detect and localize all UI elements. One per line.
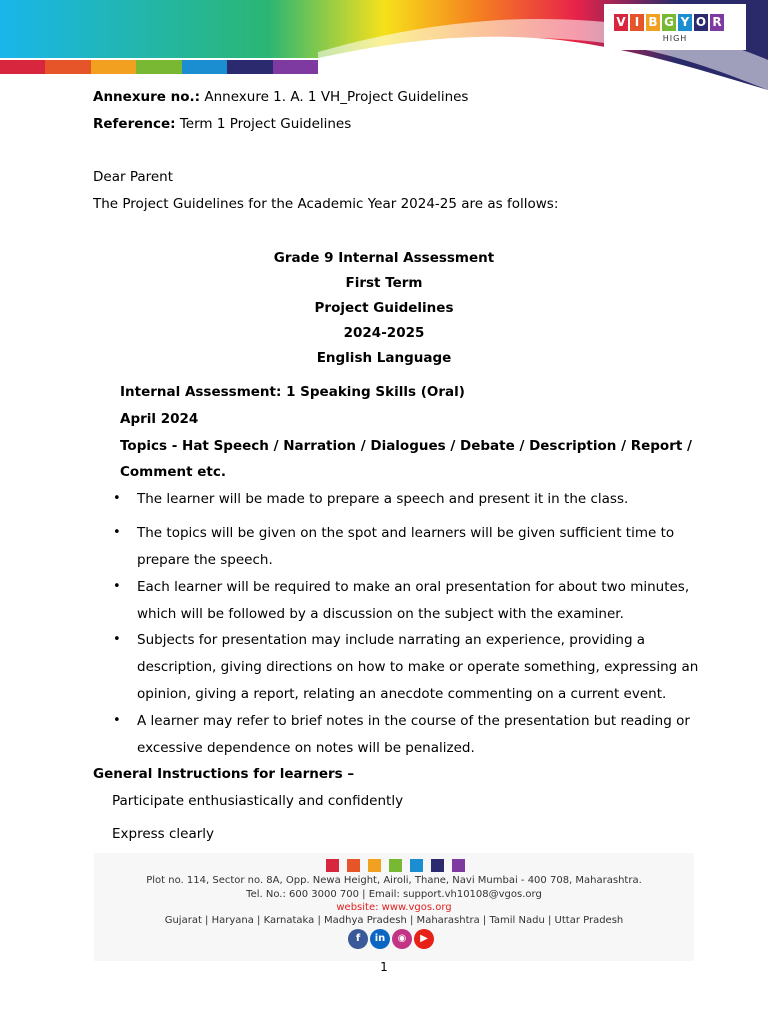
bullet-item-cont: opinion, giving a report, relating an anecdote commenting on a current event. (137, 686, 667, 702)
social-icons (348, 929, 434, 949)
footer-color-squares (326, 859, 465, 872)
general-heading: General Instructions for learners – (93, 766, 355, 782)
bullet-marker: • (113, 579, 121, 594)
salutation: Dear Parent (93, 169, 174, 185)
bullet-marker: • (113, 713, 121, 728)
footer-square (410, 859, 423, 872)
logo-letter: Y (678, 14, 692, 31)
vibgyor-logo (604, 4, 746, 50)
bullet-item-cont: which will be followed by a discussion on the subject with the examiner. (137, 606, 624, 622)
logo-letter: B (646, 14, 660, 31)
logo-letter: R (710, 14, 724, 31)
title-year: 2024-2025 (343, 325, 425, 341)
footer-square (326, 859, 339, 872)
bullet-item: Each learner will be required to make an oral presentation for about two minutes, (137, 579, 690, 595)
general-item: Express clearly (112, 826, 215, 842)
linkedin-icon[interactable]: in (370, 929, 390, 949)
title-subject: English Language (316, 350, 452, 366)
reference-label: Reference: (93, 116, 176, 132)
footer-square (452, 859, 465, 872)
logo-subtitle: HIGH (662, 34, 688, 43)
bullet-marker: • (113, 632, 121, 647)
bullet-item: The learner will be made to prepare a speech and present it in the class. (137, 491, 629, 507)
page-number: 1 (380, 960, 388, 974)
strip-segment (182, 60, 227, 76)
strip-segment (136, 60, 181, 76)
assessment-topics: Topics - Hat Speech / Narration / Dialogues / Debate / Description / Report / (120, 438, 692, 454)
strip-segment (227, 60, 272, 76)
title-guidelines: Project Guidelines (314, 300, 454, 316)
bullet-item: Subjects for presentation may include narrating an experience, providing a (137, 632, 646, 648)
bullet-item-cont: prepare the speech. (137, 552, 273, 568)
bullet-item: The topics will be given on the spot and learners will be given sufficient time to (137, 525, 675, 541)
title-term: First Term (345, 275, 423, 291)
footer-square (389, 859, 402, 872)
strip-segment (45, 60, 90, 76)
intro-text: The Project Guidelines for the Academic Year 2024-25 are as follows: (93, 196, 559, 212)
general-item: Participate enthusiastically and confidently (112, 793, 404, 809)
footer-square (368, 859, 381, 872)
annexure-line (93, 89, 468, 105)
reference-line (93, 116, 351, 132)
instagram-icon[interactable]: ◉ (392, 929, 412, 949)
page-footer (94, 853, 694, 961)
footer-website[interactable]: website: www.vgos.org (336, 902, 452, 913)
bullet-item-cont: excessive dependence on notes will be penalized. (137, 740, 475, 756)
bullet-item: A learner may refer to brief notes in the course of the presentation but reading or (137, 713, 690, 729)
strip-segment (91, 60, 136, 76)
logo-letter: O (695, 15, 707, 29)
assessment-heading: Internal Assessment: 1 Speaking Skills (Oral) (120, 384, 465, 400)
strip-segment (0, 60, 45, 76)
bullet-marker: • (113, 491, 121, 506)
footer-square (431, 859, 444, 872)
youtube-icon[interactable]: ▶ (414, 929, 434, 949)
assessment-topics-cont: Comment etc. (120, 464, 226, 480)
bullet-marker: • (113, 525, 121, 540)
logo-letter: I (630, 14, 644, 31)
annexure-value: Annexure 1. A. 1 VH_Project Guidelines (200, 89, 469, 105)
title-grade: Grade 9 Internal Assessment (273, 250, 495, 266)
assessment-month: April 2024 (120, 411, 199, 427)
facebook-icon[interactable]: f (348, 929, 368, 949)
logo-letter: G (662, 14, 676, 31)
strip-segment (273, 60, 318, 76)
reference-value: Term 1 Project Guidelines (175, 116, 352, 132)
color-strip (0, 60, 318, 76)
footer-address: Plot no. 114, Sector no. 8A, Opp. Newa Height, Airoli, Thane, Navi Mumbai - 400 708, Maharashtra. (146, 875, 642, 886)
logo-letter: V (614, 14, 628, 31)
footer-square (347, 859, 360, 872)
annexure-label: Annexure no.: (93, 89, 201, 105)
footer-states: Gujarat | Haryana | Karnataka | Madhya Pradesh | Maharashtra | Tamil Nadu | Uttar Pradesh (164, 915, 624, 926)
footer-contact: Tel. No.: 600 3000 700 | Email: support.vh10108@vgos.org (246, 889, 542, 900)
bullet-item-cont: description, giving directions on how to make or operate something, expressing an (137, 659, 699, 675)
